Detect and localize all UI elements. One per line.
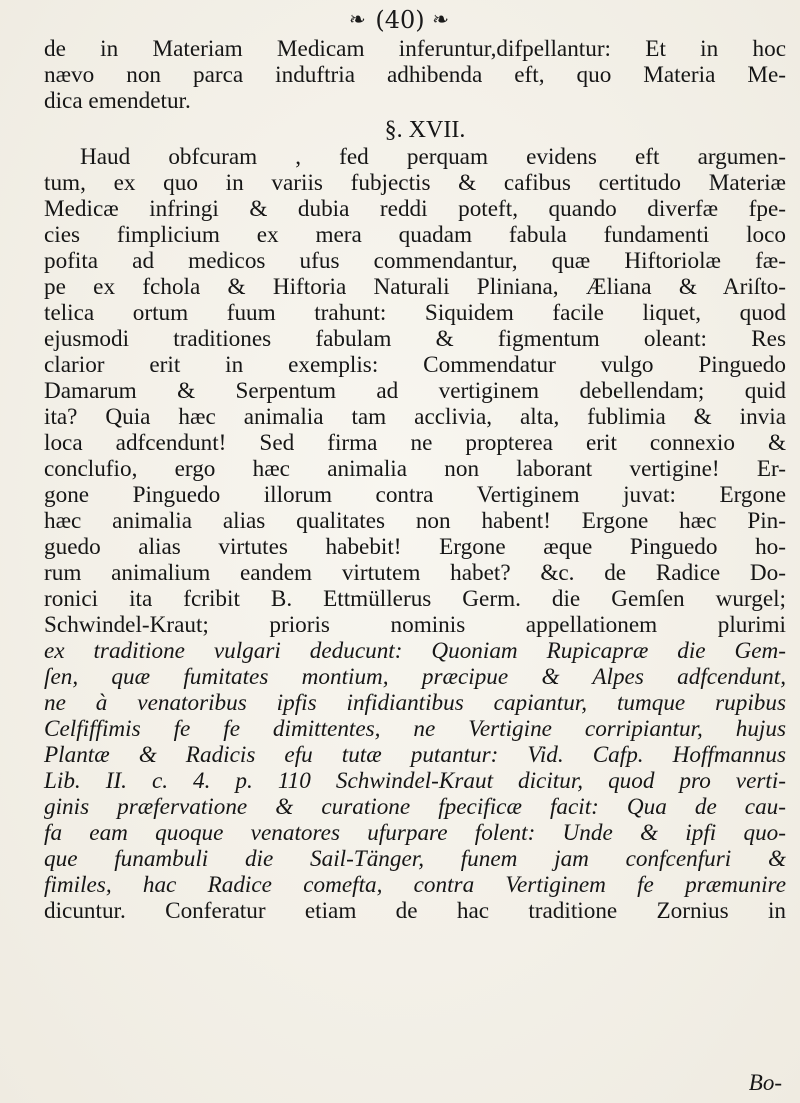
section-heading: §. XVII. [384,117,466,143]
text-line: telica ortum fuum trahunt: Siquidem facile liquet, quod [44,300,786,326]
page-header [0,6,800,34]
text-line: dica emendetur. [44,88,191,114]
text-line: gone Pinguedo illorum contra Vertiginem juvat: Ergone [44,482,786,508]
text-line: clarior erit in exemplis: Commendatur vulgo Pinguedo [44,352,786,378]
text-line: conclufio, ergo hæc animalia non laborant vertigine! Er- [44,456,786,482]
text-line: ginis præfervatione & curatione fpecificæ facit: Qua de cau- [44,794,786,820]
ornament-left: ❧ [348,7,368,31]
text-line: Lib. II. c. 4. p. 110 Schwindel-Kraut dicitur, quod pro verti- [44,768,786,794]
text-line: de in Materiam Medicam inferuntur,difpellantur: Et in hoc [44,36,786,62]
body-text [44,36,786,924]
ornament-right: ❧ [432,7,452,31]
text-line: hæc animalia alias qualitates non habent! Ergone hæc Pin- [44,508,786,534]
text-line: ſen, quæ fumitates montium, præcipue & Alpes adfcendunt, [44,664,786,690]
text-line: Celfiffimis fe fe dimittentes, ne Vertigine corripiantur, hujus [44,716,786,742]
text-line: fa eam quoque venatores ufurpare folent: Unde & ipfi quo- [44,820,786,846]
text-line: cies fimplicium ex mera quadam fabula fundamenti loco [44,222,786,248]
page-number: (40) [375,6,425,34]
text-line: loca adfcendunt! Sed firma ne propterea erit connexio & [44,430,786,456]
text-line: dicuntur. Conferatur etiam de hac traditione Zornius in [44,898,786,924]
text-line: tum, ex quo in variis fubjectis & cafibus certitudo Materiæ [44,170,786,196]
catchword: Bo- [748,1070,782,1095]
text-line: ita? Quia hæc animalia tam acclivia, alta, fublimia & invia [44,404,786,430]
text-line: nævo non parca induftria adhibenda eft, quo Materia Me- [44,62,786,88]
text-line: Schwindel-Kraut; prioris nominis appellationem plurimi [44,612,786,638]
text-line: pe ex fchola & Hiftoria Naturali Pliniana, Æliana & Ariſto- [44,274,786,300]
text-line: ne à venatoribus ipfis infidiantibus capiantur, tumque rupibus [44,690,786,716]
text-line: pofita ad medicos ufus commendantur, quæ Hiftoriolæ fæ- [44,248,786,274]
text-line: guedo alias virtutes habebit! Ergone æque Pinguedo ho- [44,534,786,560]
text-line: Haud obfcuram , fed perquam evidens eft argumen- [80,144,786,170]
text-line: que funambuli die Sail-Tänger, funem jam confcenfuri & [44,846,786,872]
text-line: ex traditione vulgari deducunt: Quoniam Rupicapræ die Gem- [44,638,786,664]
text-line: rum animalium eandem virtutem habet? &c. de Radice Do- [44,560,786,586]
text-line: Medicæ infringi & dubia reddi poteft, quando diverfæ fpe- [44,196,786,222]
text-line: ejusmodi traditiones fabulam & figmentum oleant: Res [44,326,786,352]
text-line: Damarum & Serpentum ad vertiginem debellendam; quid [44,378,786,404]
text-line: ronici ita fcribit B. Ettmüllerus Germ. die Gemſen wurgel; [44,586,786,612]
text-line: Plantæ & Radicis efu tutæ putantur: Vid. Cafp. Hoffmannus [44,742,786,768]
text-line: fimiles, hac Radice comefta, contra Vertiginem fe præmunire [44,872,786,898]
